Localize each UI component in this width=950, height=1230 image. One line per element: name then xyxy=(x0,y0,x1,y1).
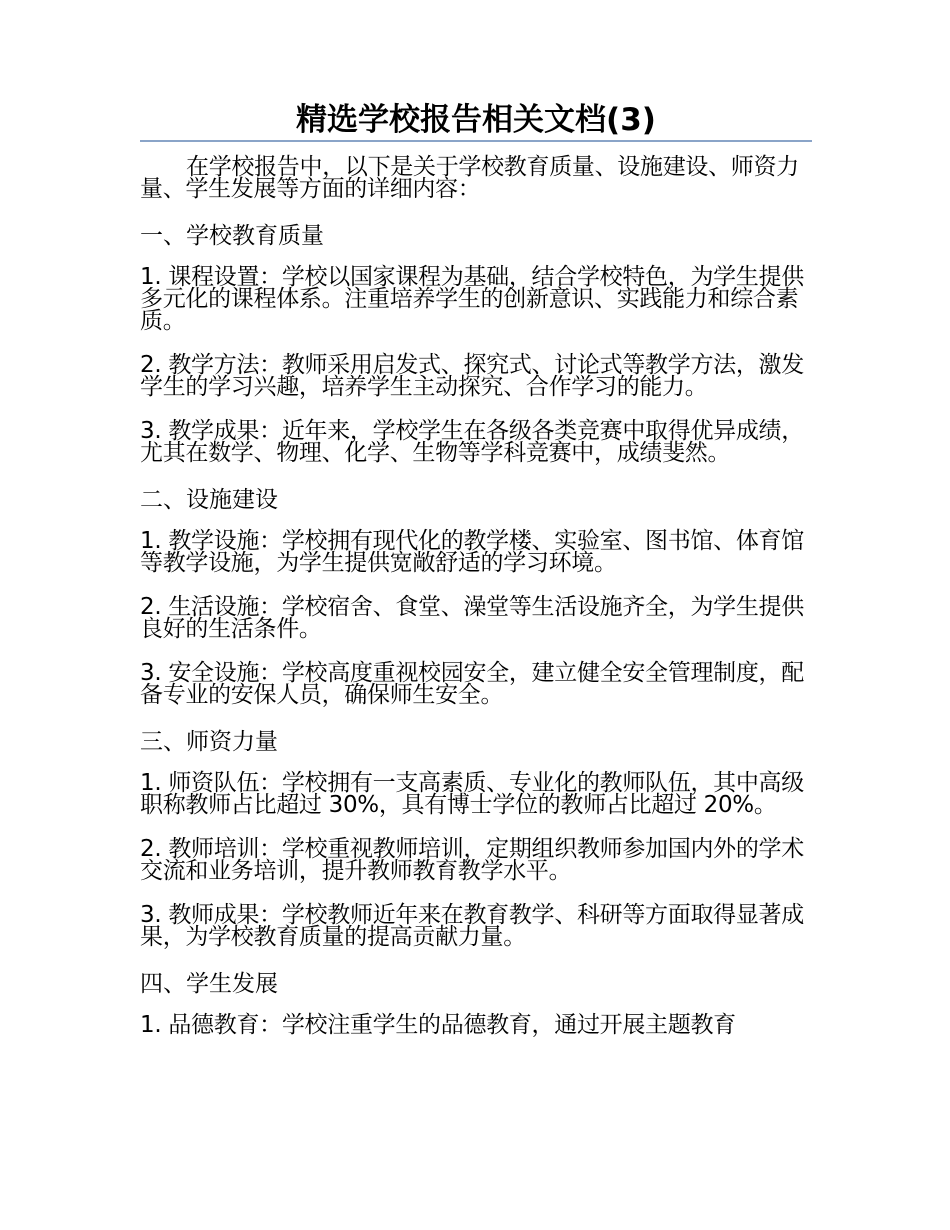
section-heading-student-development: 四、学生发展 xyxy=(140,971,278,997)
document-page xyxy=(140,100,812,1058)
list-item: 3. 教学成果：近年来，学校学生在各级各类竞赛中取得优异成绩，尤其在数学、物理、化学、生物等学科竞赛中，成绩斐然。 xyxy=(140,418,804,466)
section-heading-facilities: 二、设施建设 xyxy=(140,487,278,513)
list-item: 1. 师资队伍：学校拥有一支高素质、专业化的教师队伍，其中高级职称教师占比超过 30%，具有博士学位的教师占比超过 20%。 xyxy=(140,770,804,818)
list-item: 2. 生活设施：学校宿舍、食堂、澡堂等生活设施齐全，为学生提供良好的生活条件。 xyxy=(140,594,804,642)
document-title: 精选学校报告相关文档(3) xyxy=(296,102,656,138)
section-heading-education-quality: 一、学校教育质量 xyxy=(140,223,324,249)
list-item: 3. 安全设施：学校高度重视校园安全，建立健全安全管理制度，配备专业的安保人员，确保师生安全。 xyxy=(140,660,804,708)
list-item: 1. 课程设置：学校以国家课程为基础，结合学校特色，为学生提供多元化的课程体系。注重培养学生的创新意识、实践能力和综合素质。 xyxy=(140,264,804,334)
list-item: 1. 教学设施：学校拥有现代化的教学楼、实验室、图书馆、体育馆等教学设施，为学生提供宽敞舒适的学习环境。 xyxy=(140,528,804,576)
section-heading-faculty: 三、师资力量 xyxy=(140,729,278,755)
list-item: 3. 教师成果：学校教师近年来在教育教学、科研等方面取得显著成果，为学校教育质量的提高贡献力量。 xyxy=(140,902,804,950)
list-item: 2. 教学方法：教师采用启发式、探究式、讨论式等教学方法，激发学生的学习兴趣，培养学生主动探究、合作学习的能力。 xyxy=(140,352,804,400)
intro-paragraph: 在学校报告中，以下是关于学校教育质量、设施建设、师资力量、学生发展等方面的详细内容： xyxy=(140,154,799,202)
list-item: 1. 品德教育：学校注重学生的品德教育，通过开展主题教育 xyxy=(140,1012,736,1038)
title-underline xyxy=(140,140,812,142)
list-item: 2. 教师培训：学校重视教师培训，定期组织教师参加国内外的学术交流和业务培训，提升教师教育教学水平。 xyxy=(140,836,804,884)
